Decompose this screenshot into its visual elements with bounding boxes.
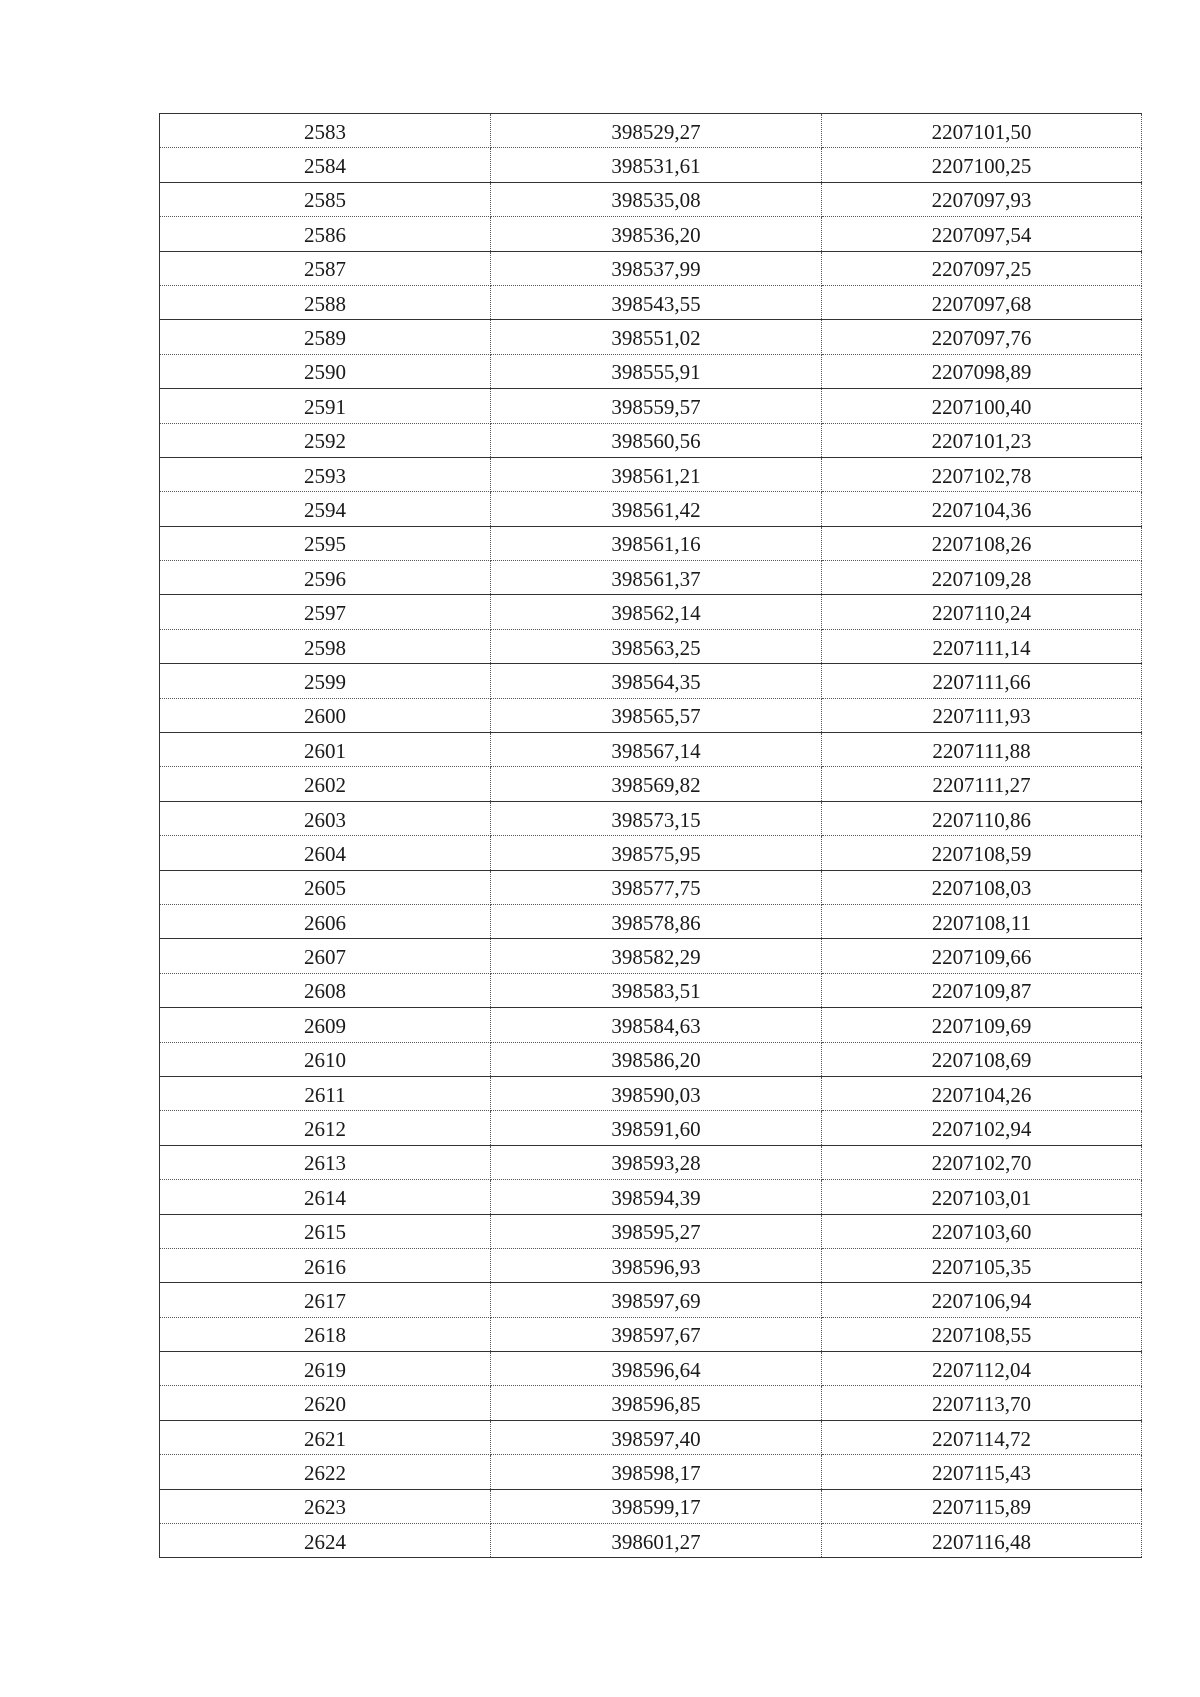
x-coordinate-cell: 398555,91 [491,354,822,388]
x-coordinate-cell: 398573,15 [491,801,822,835]
point-number-cell: 2606 [160,904,491,938]
x-coordinate-cell: 398561,42 [491,492,822,526]
point-number-cell: 2588 [160,285,491,319]
table-row [160,1248,1142,1282]
x-coordinate-cell: 398567,14 [491,733,822,767]
point-number-cell: 2592 [160,423,491,457]
x-coordinate-cell: 398535,08 [491,182,822,216]
x-coordinate-cell: 398561,37 [491,561,822,595]
y-coordinate-cell: 2207111,93 [822,698,1142,732]
y-coordinate-cell: 2207109,87 [822,973,1142,1007]
y-coordinate-cell: 2207097,76 [822,320,1142,354]
x-coordinate-cell: 398575,95 [491,836,822,870]
point-number-cell: 2590 [160,354,491,388]
y-coordinate-cell: 2207108,55 [822,1317,1142,1351]
table-row [160,973,1142,1007]
y-coordinate-cell: 2207102,78 [822,457,1142,491]
table-row [160,320,1142,354]
table-row [160,801,1142,835]
table-row [160,1455,1142,1489]
x-coordinate-cell: 398594,39 [491,1180,822,1214]
point-number-cell: 2613 [160,1145,491,1179]
table-row [160,1386,1142,1420]
point-number-cell: 2623 [160,1489,491,1523]
x-coordinate-cell: 398598,17 [491,1455,822,1489]
table-row [160,870,1142,904]
point-number-cell: 2605 [160,870,491,904]
y-coordinate-cell: 2207102,94 [822,1111,1142,1145]
table-row [160,595,1142,629]
x-coordinate-cell: 398564,35 [491,664,822,698]
coordinates-table-body [160,114,1142,1558]
x-coordinate-cell: 398543,55 [491,285,822,319]
table-row [160,767,1142,801]
y-coordinate-cell: 2207106,94 [822,1283,1142,1317]
table-row [160,561,1142,595]
point-number-cell: 2603 [160,801,491,835]
table-row [160,939,1142,973]
table-row [160,1180,1142,1214]
point-number-cell: 2594 [160,492,491,526]
point-number-cell: 2609 [160,1008,491,1042]
y-coordinate-cell: 2207111,27 [822,767,1142,801]
table-row [160,285,1142,319]
table-row [160,836,1142,870]
point-number-cell: 2610 [160,1042,491,1076]
point-number-cell: 2604 [160,836,491,870]
point-number-cell: 2618 [160,1317,491,1351]
x-coordinate-cell: 398597,40 [491,1420,822,1454]
table-row [160,148,1142,182]
x-coordinate-cell: 398561,21 [491,457,822,491]
table-row [160,354,1142,388]
table-row [160,1042,1142,1076]
y-coordinate-cell: 2207111,88 [822,733,1142,767]
x-coordinate-cell: 398590,03 [491,1076,822,1110]
point-number-cell: 2593 [160,457,491,491]
table-row [160,457,1142,491]
x-coordinate-cell: 398584,63 [491,1008,822,1042]
y-coordinate-cell: 2207102,70 [822,1145,1142,1179]
y-coordinate-cell: 2207109,28 [822,561,1142,595]
point-number-cell: 2621 [160,1420,491,1454]
point-number-cell: 2584 [160,148,491,182]
table-row [160,1352,1142,1386]
point-number-cell: 2614 [160,1180,491,1214]
x-coordinate-cell: 398562,14 [491,595,822,629]
x-coordinate-cell: 398565,57 [491,698,822,732]
table-row [160,492,1142,526]
table-row [160,904,1142,938]
x-coordinate-cell: 398560,56 [491,423,822,457]
table-row [160,1317,1142,1351]
point-number-cell: 2608 [160,973,491,1007]
table-row [160,1076,1142,1110]
table-row [160,217,1142,251]
x-coordinate-cell: 398601,27 [491,1524,822,1558]
point-number-cell: 2620 [160,1386,491,1420]
table-row [160,251,1142,285]
y-coordinate-cell: 2207104,36 [822,492,1142,526]
x-coordinate-cell: 398551,02 [491,320,822,354]
point-number-cell: 2591 [160,389,491,423]
point-number-cell: 2598 [160,629,491,663]
x-coordinate-cell: 398529,27 [491,114,822,148]
y-coordinate-cell: 2207097,93 [822,182,1142,216]
point-number-cell: 2585 [160,182,491,216]
table-row [160,1214,1142,1248]
y-coordinate-cell: 2207114,72 [822,1420,1142,1454]
x-coordinate-cell: 398596,85 [491,1386,822,1420]
y-coordinate-cell: 2207112,04 [822,1352,1142,1386]
point-number-cell: 2622 [160,1455,491,1489]
table-row [160,114,1142,148]
point-number-cell: 2611 [160,1076,491,1110]
y-coordinate-cell: 2207113,70 [822,1386,1142,1420]
x-coordinate-cell: 398569,82 [491,767,822,801]
table-row [160,389,1142,423]
point-number-cell: 2624 [160,1524,491,1558]
y-coordinate-cell: 2207108,26 [822,526,1142,560]
x-coordinate-cell: 398583,51 [491,973,822,1007]
table-row [160,629,1142,663]
point-number-cell: 2596 [160,561,491,595]
x-coordinate-cell: 398597,69 [491,1283,822,1317]
y-coordinate-cell: 2207101,50 [822,114,1142,148]
y-coordinate-cell: 2207100,40 [822,389,1142,423]
coordinates-table [159,113,1142,1558]
x-coordinate-cell: 398586,20 [491,1042,822,1076]
y-coordinate-cell: 2207108,11 [822,904,1142,938]
table-row [160,182,1142,216]
table-row [160,423,1142,457]
x-coordinate-cell: 398577,75 [491,870,822,904]
x-coordinate-cell: 398578,86 [491,904,822,938]
point-number-cell: 2615 [160,1214,491,1248]
x-coordinate-cell: 398595,27 [491,1214,822,1248]
x-coordinate-cell: 398536,20 [491,217,822,251]
point-number-cell: 2583 [160,114,491,148]
point-number-cell: 2599 [160,664,491,698]
y-coordinate-cell: 2207100,25 [822,148,1142,182]
point-number-cell: 2597 [160,595,491,629]
table-row [160,1008,1142,1042]
point-number-cell: 2616 [160,1248,491,1282]
y-coordinate-cell: 2207109,69 [822,1008,1142,1042]
x-coordinate-cell: 398599,17 [491,1489,822,1523]
y-coordinate-cell: 2207111,66 [822,664,1142,698]
table-row [160,1420,1142,1454]
x-coordinate-cell: 398582,29 [491,939,822,973]
point-number-cell: 2619 [160,1352,491,1386]
y-coordinate-cell: 2207110,86 [822,801,1142,835]
table-row [160,1111,1142,1145]
point-number-cell: 2602 [160,767,491,801]
table-row [160,526,1142,560]
table-row [160,1524,1142,1558]
table-row [160,1145,1142,1179]
x-coordinate-cell: 398593,28 [491,1145,822,1179]
point-number-cell: 2595 [160,526,491,560]
x-coordinate-cell: 398537,99 [491,251,822,285]
table-row [160,733,1142,767]
x-coordinate-cell: 398561,16 [491,526,822,560]
y-coordinate-cell: 2207116,48 [822,1524,1142,1558]
x-coordinate-cell: 398597,67 [491,1317,822,1351]
table-row [160,664,1142,698]
x-coordinate-cell: 398563,25 [491,629,822,663]
table-row [160,1489,1142,1523]
y-coordinate-cell: 2207105,35 [822,1248,1142,1282]
y-coordinate-cell: 2207108,69 [822,1042,1142,1076]
y-coordinate-cell: 2207097,25 [822,251,1142,285]
point-number-cell: 2601 [160,733,491,767]
table-row [160,1283,1142,1317]
y-coordinate-cell: 2207097,54 [822,217,1142,251]
y-coordinate-cell: 2207097,68 [822,285,1142,319]
point-number-cell: 2589 [160,320,491,354]
y-coordinate-cell: 2207109,66 [822,939,1142,973]
y-coordinate-cell: 2207103,60 [822,1214,1142,1248]
y-coordinate-cell: 2207101,23 [822,423,1142,457]
x-coordinate-cell: 398559,57 [491,389,822,423]
x-coordinate-cell: 398591,60 [491,1111,822,1145]
y-coordinate-cell: 2207104,26 [822,1076,1142,1110]
point-number-cell: 2600 [160,698,491,732]
y-coordinate-cell: 2207115,89 [822,1489,1142,1523]
y-coordinate-cell: 2207110,24 [822,595,1142,629]
point-number-cell: 2586 [160,217,491,251]
table-row [160,698,1142,732]
point-number-cell: 2617 [160,1283,491,1317]
y-coordinate-cell: 2207115,43 [822,1455,1142,1489]
x-coordinate-cell: 398531,61 [491,148,822,182]
y-coordinate-cell: 2207108,59 [822,836,1142,870]
x-coordinate-cell: 398596,64 [491,1352,822,1386]
point-number-cell: 2587 [160,251,491,285]
x-coordinate-cell: 398596,93 [491,1248,822,1282]
y-coordinate-cell: 2207111,14 [822,629,1142,663]
point-number-cell: 2607 [160,939,491,973]
point-number-cell: 2612 [160,1111,491,1145]
y-coordinate-cell: 2207098,89 [822,354,1142,388]
y-coordinate-cell: 2207103,01 [822,1180,1142,1214]
y-coordinate-cell: 2207108,03 [822,870,1142,904]
